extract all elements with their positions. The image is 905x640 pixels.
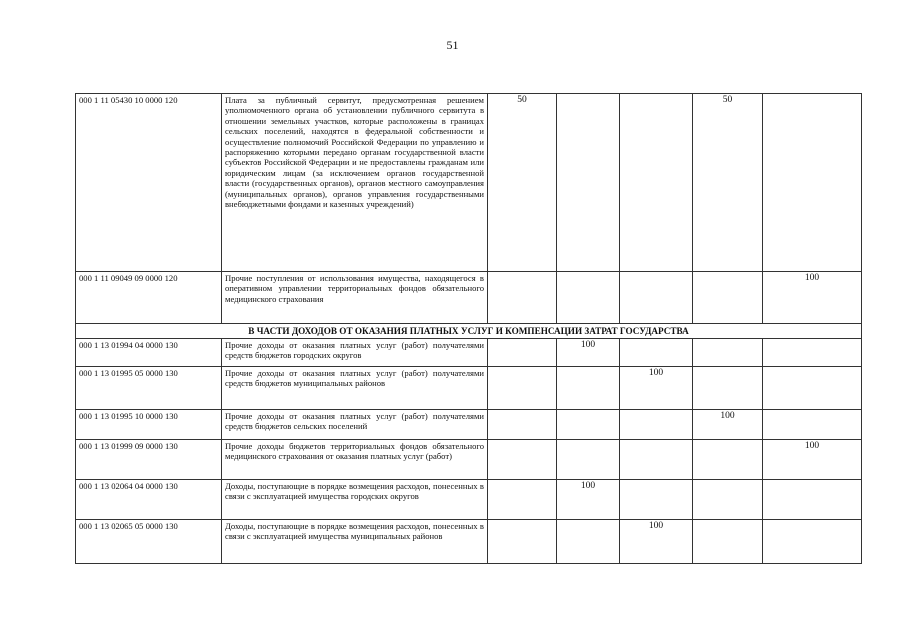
row-value-2: 100	[557, 339, 620, 367]
row-code: 000 1 13 02065 05 0000 130	[76, 520, 222, 564]
row-value-4: 50	[693, 94, 763, 272]
row-value-4: 100	[693, 410, 763, 440]
row-value-5	[763, 480, 862, 520]
row-value-5: 100	[763, 440, 862, 480]
row-value-3	[620, 440, 693, 480]
row-value-4	[693, 272, 763, 324]
table-row	[76, 272, 862, 324]
row-value-1	[488, 339, 557, 367]
row-code: 000 1 11 09049 09 0000 120	[76, 272, 222, 324]
row-code: 000 1 13 01999 09 0000 130	[76, 440, 222, 480]
row-value-2	[557, 94, 620, 272]
row-description: Прочие доходы бюджетов территориальных фондов обязательного медицинского страхования от оказания платных услуг (работ)	[222, 440, 488, 480]
section-title: В ЧАСТИ ДОХОДОВ ОТ ОКАЗАНИЯ ПЛАТНЫХ УСЛУГ И КОМПЕНСАЦИИ ЗАТРАТ ГОСУДАРСТВА	[76, 324, 862, 339]
row-value-4	[693, 367, 763, 410]
row-description: Доходы, поступающие в порядке возмещения расходов, понесенных в связи с эксплуатацией имущества городских округов	[222, 480, 488, 520]
row-value-4	[693, 339, 763, 367]
row-value-5	[763, 520, 862, 564]
row-value-2	[557, 520, 620, 564]
row-value-3: 100	[620, 520, 693, 564]
row-value-2	[557, 440, 620, 480]
row-value-3	[620, 94, 693, 272]
table-row	[76, 367, 862, 410]
row-value-2	[557, 410, 620, 440]
revenue-table	[75, 93, 862, 564]
row-code: 000 1 13 01995 05 0000 130	[76, 367, 222, 410]
row-value-5: 100	[763, 272, 862, 324]
row-code: 000 1 11 05430 10 0000 120	[76, 94, 222, 272]
row-value-1	[488, 480, 557, 520]
row-value-2: 100	[557, 480, 620, 520]
row-value-1	[488, 272, 557, 324]
table-row	[76, 410, 862, 440]
row-code: 000 1 13 01994 04 0000 130	[76, 339, 222, 367]
table-row	[76, 440, 862, 480]
row-value-1	[488, 520, 557, 564]
row-value-4	[693, 480, 763, 520]
table-body	[76, 94, 862, 564]
row-value-4	[693, 520, 763, 564]
row-description: Прочие доходы от оказания платных услуг (работ) получателями средств бюджетов муниципальных районов	[222, 367, 488, 410]
row-description: Плата за публичный сервитут, предусмотренная решением уполномоченного органа об установлении публичного сервитута в отношении земельных участков, которые расположены в границах сельских поселений, находятся в федеральной собственности и осуществление полномочий Российской Федерации по управлению и распоряжению которыми передано органам государственной власти субъектов Российской Федерации и не предоставлены гражданам или юридическим лицам (за исключением органов государственной власти (государственных органов), органов местного самоуправления (муниципальных органов), органов управления государственными внебюджетными фондами и казенных учреждений)	[222, 94, 488, 272]
row-value-1: 50	[488, 94, 557, 272]
row-value-3	[620, 410, 693, 440]
row-value-3	[620, 272, 693, 324]
row-value-1	[488, 367, 557, 410]
row-value-5	[763, 339, 862, 367]
row-code: 000 1 13 02064 04 0000 130	[76, 480, 222, 520]
table-row	[76, 480, 862, 520]
section-header-row	[76, 324, 862, 339]
row-value-1	[488, 410, 557, 440]
row-value-5	[763, 410, 862, 440]
row-value-3: 100	[620, 367, 693, 410]
table-row	[76, 94, 862, 272]
row-description: Доходы, поступающие в порядке возмещения расходов, понесенных в связи с эксплуатацией имущества муниципальных районов	[222, 520, 488, 564]
row-value-2	[557, 367, 620, 410]
row-description: Прочие доходы от оказания платных услуг (работ) получателями средств бюджетов сельских поселений	[222, 410, 488, 440]
row-description: Прочие доходы от оказания платных услуг (работ) получателями средств бюджетов городских округов	[222, 339, 488, 367]
row-value-3	[620, 480, 693, 520]
page-number: 51	[446, 38, 459, 52]
table-row	[76, 339, 862, 367]
row-value-3	[620, 339, 693, 367]
row-value-4	[693, 440, 763, 480]
row-value-2	[557, 272, 620, 324]
table-row	[76, 520, 862, 564]
row-value-5	[763, 367, 862, 410]
row-code: 000 1 13 01995 10 0000 130	[76, 410, 222, 440]
row-description: Прочие поступления от использования имущества, находящегося в оперативном управлении территориальных фондов обязательного медицинского страхования	[222, 272, 488, 324]
row-value-1	[488, 440, 557, 480]
row-value-5	[763, 94, 862, 272]
